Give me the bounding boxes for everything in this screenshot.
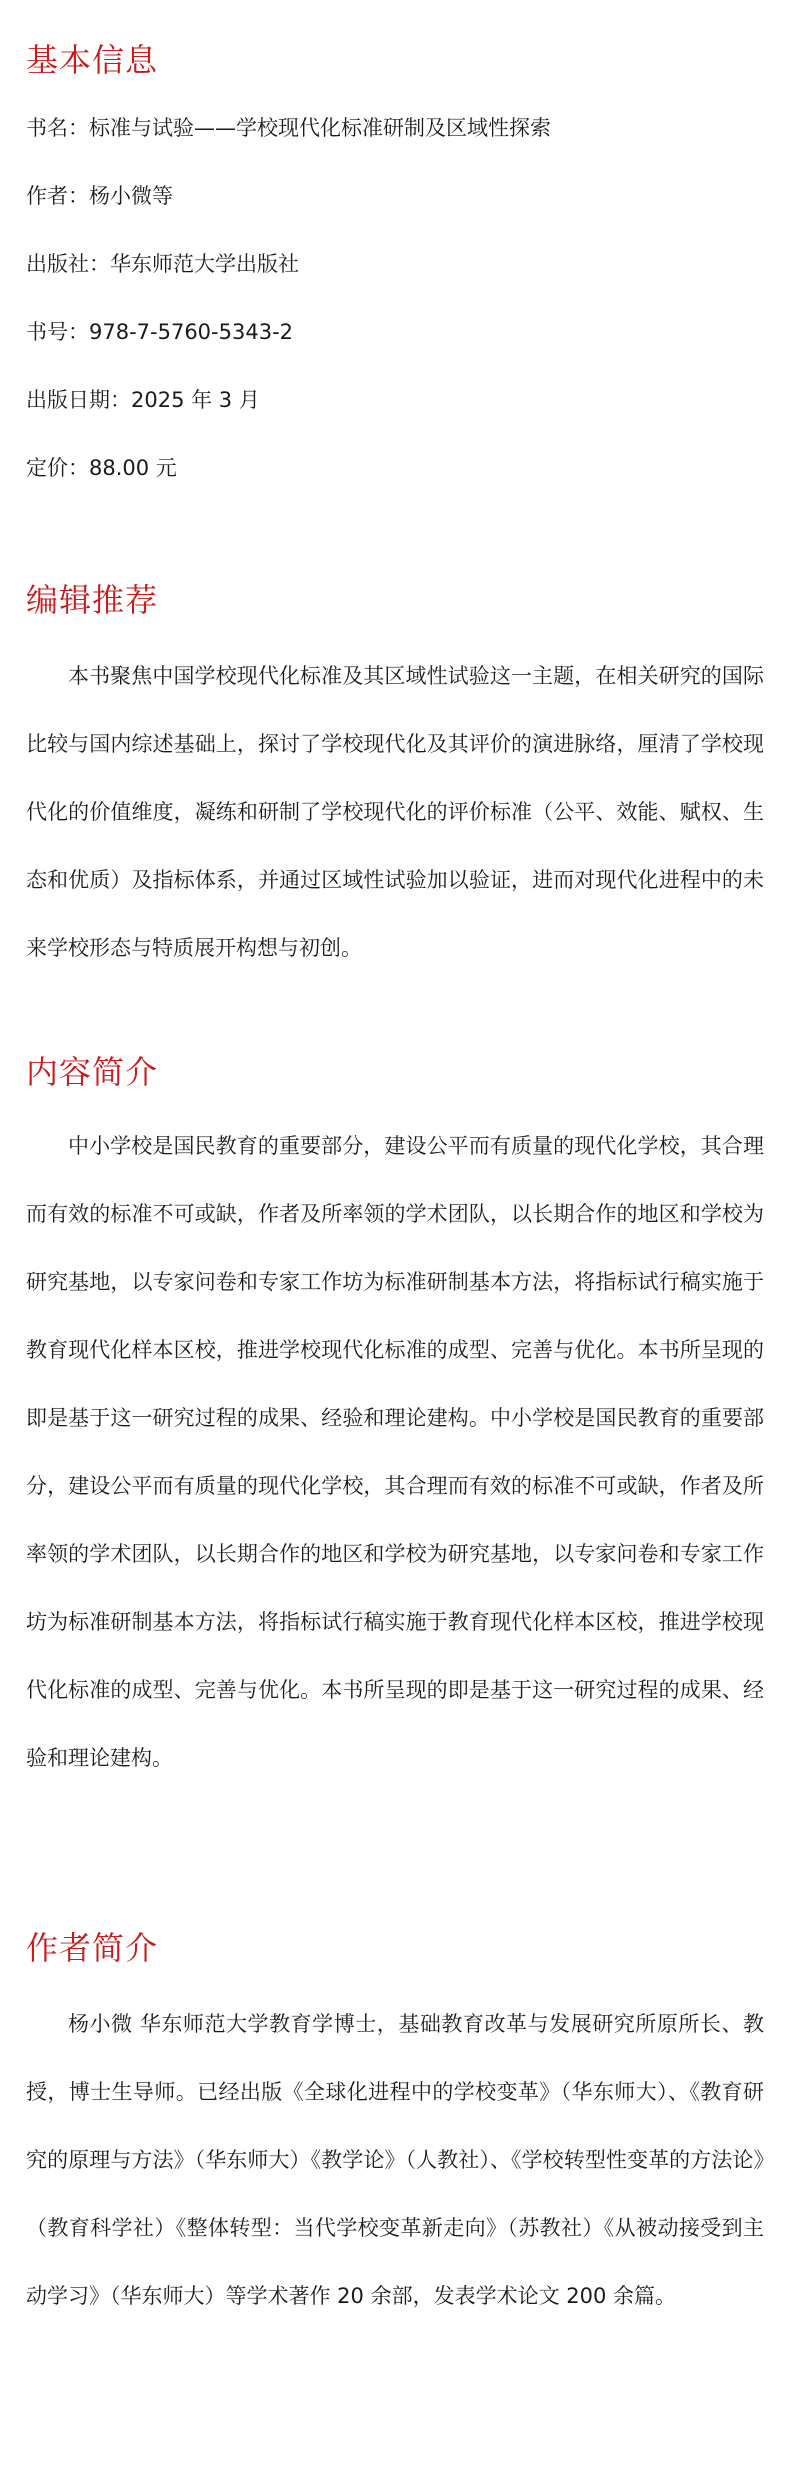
content-intro-text: 中小学校是国民教育的重要部分，建设公平而有质量的现代化学校，其合理而有效的标准不可或缺，作者及所率领的学术团队，以长期合作的地区和学校为研究基地，以专家问卷和专家工作坊为标准研制基本方法，将指标试行稿实施于教育现代化样本区校，推进学校现代化标准的成型、完善与优化。本书所呈现的即是基于这一研究过程的成果、经验和理论建构。中小学校是国民教育的重要部分，建设公平而有质量的现代化学校，其合理而有效的标准不可或缺，作者及所率领的学术团队，以长期合作的地区和学校为研究基地，以专家问卷和专家工作坊为标准研制基本方法，将指标试行稿实施于教育现代化样本区校，推进学校现代化标准的成型、完善与优化。本书所呈现的即是基于这一研究过程的成果、经验和理论建构。 <box>26 1134 764 1770</box>
content-intro-heading: 内容简介 <box>26 1053 159 1091</box>
basic-info-list <box>26 114 551 522</box>
author-intro-section <box>26 1990 764 2330</box>
book-name-line: 书名：标准与试验——学校现代化标准研制及区域性探索 <box>26 116 551 140</box>
price-line: 定价：88.00 元 <box>26 456 177 480</box>
pub-date-line: 出版日期：2025 年 3 月 <box>26 388 260 412</box>
basic-info-heading: 基本信息 <box>26 41 159 79</box>
author-intro-text: 杨小微 华东师范大学教育学博士，基础教育改革与发展研究所原所长、教授，博士生导师。已经出版《全球化进程中的学校变革》（华东师大）、《教育研究的原理与方法》（华东师大）《教学论》（人教社）、《学校转型性变革的方法论》（教育科学社）《整体转型：当代学校变革新走向》（苏教社）《从被动接受到主动学习》（华东师大）等学术著作 20 余部，发表学术论文 200 余篇。 <box>26 2012 764 2308</box>
isbn-line: 书号：978-7-5760-5343-2 <box>26 320 294 344</box>
author-line: 作者：杨小微等 <box>26 184 173 208</box>
content-intro-section <box>26 1112 764 1792</box>
editor-recommend-heading: 编辑推荐 <box>26 581 159 619</box>
editor-recommend-section <box>26 642 764 982</box>
publisher-line: 出版社：华东师范大学出版社 <box>26 252 299 276</box>
author-intro-heading: 作者简介 <box>26 1929 159 1967</box>
editor-recommend-text: 本书聚焦中国学校现代化标准及其区域性试验这一主题，在相关研究的国际比较与国内综述基础上，探讨了学校现代化及其评价的演进脉络，厘清了学校现代化的价值维度，凝练和研制了学校现代化的评价标准（公平、效能、赋权、生态和优质）及指标体系，并通过区域性试验加以验证，进而对现代化进程中的未来学校形态与特质展开构想与初创。 <box>26 664 764 960</box>
